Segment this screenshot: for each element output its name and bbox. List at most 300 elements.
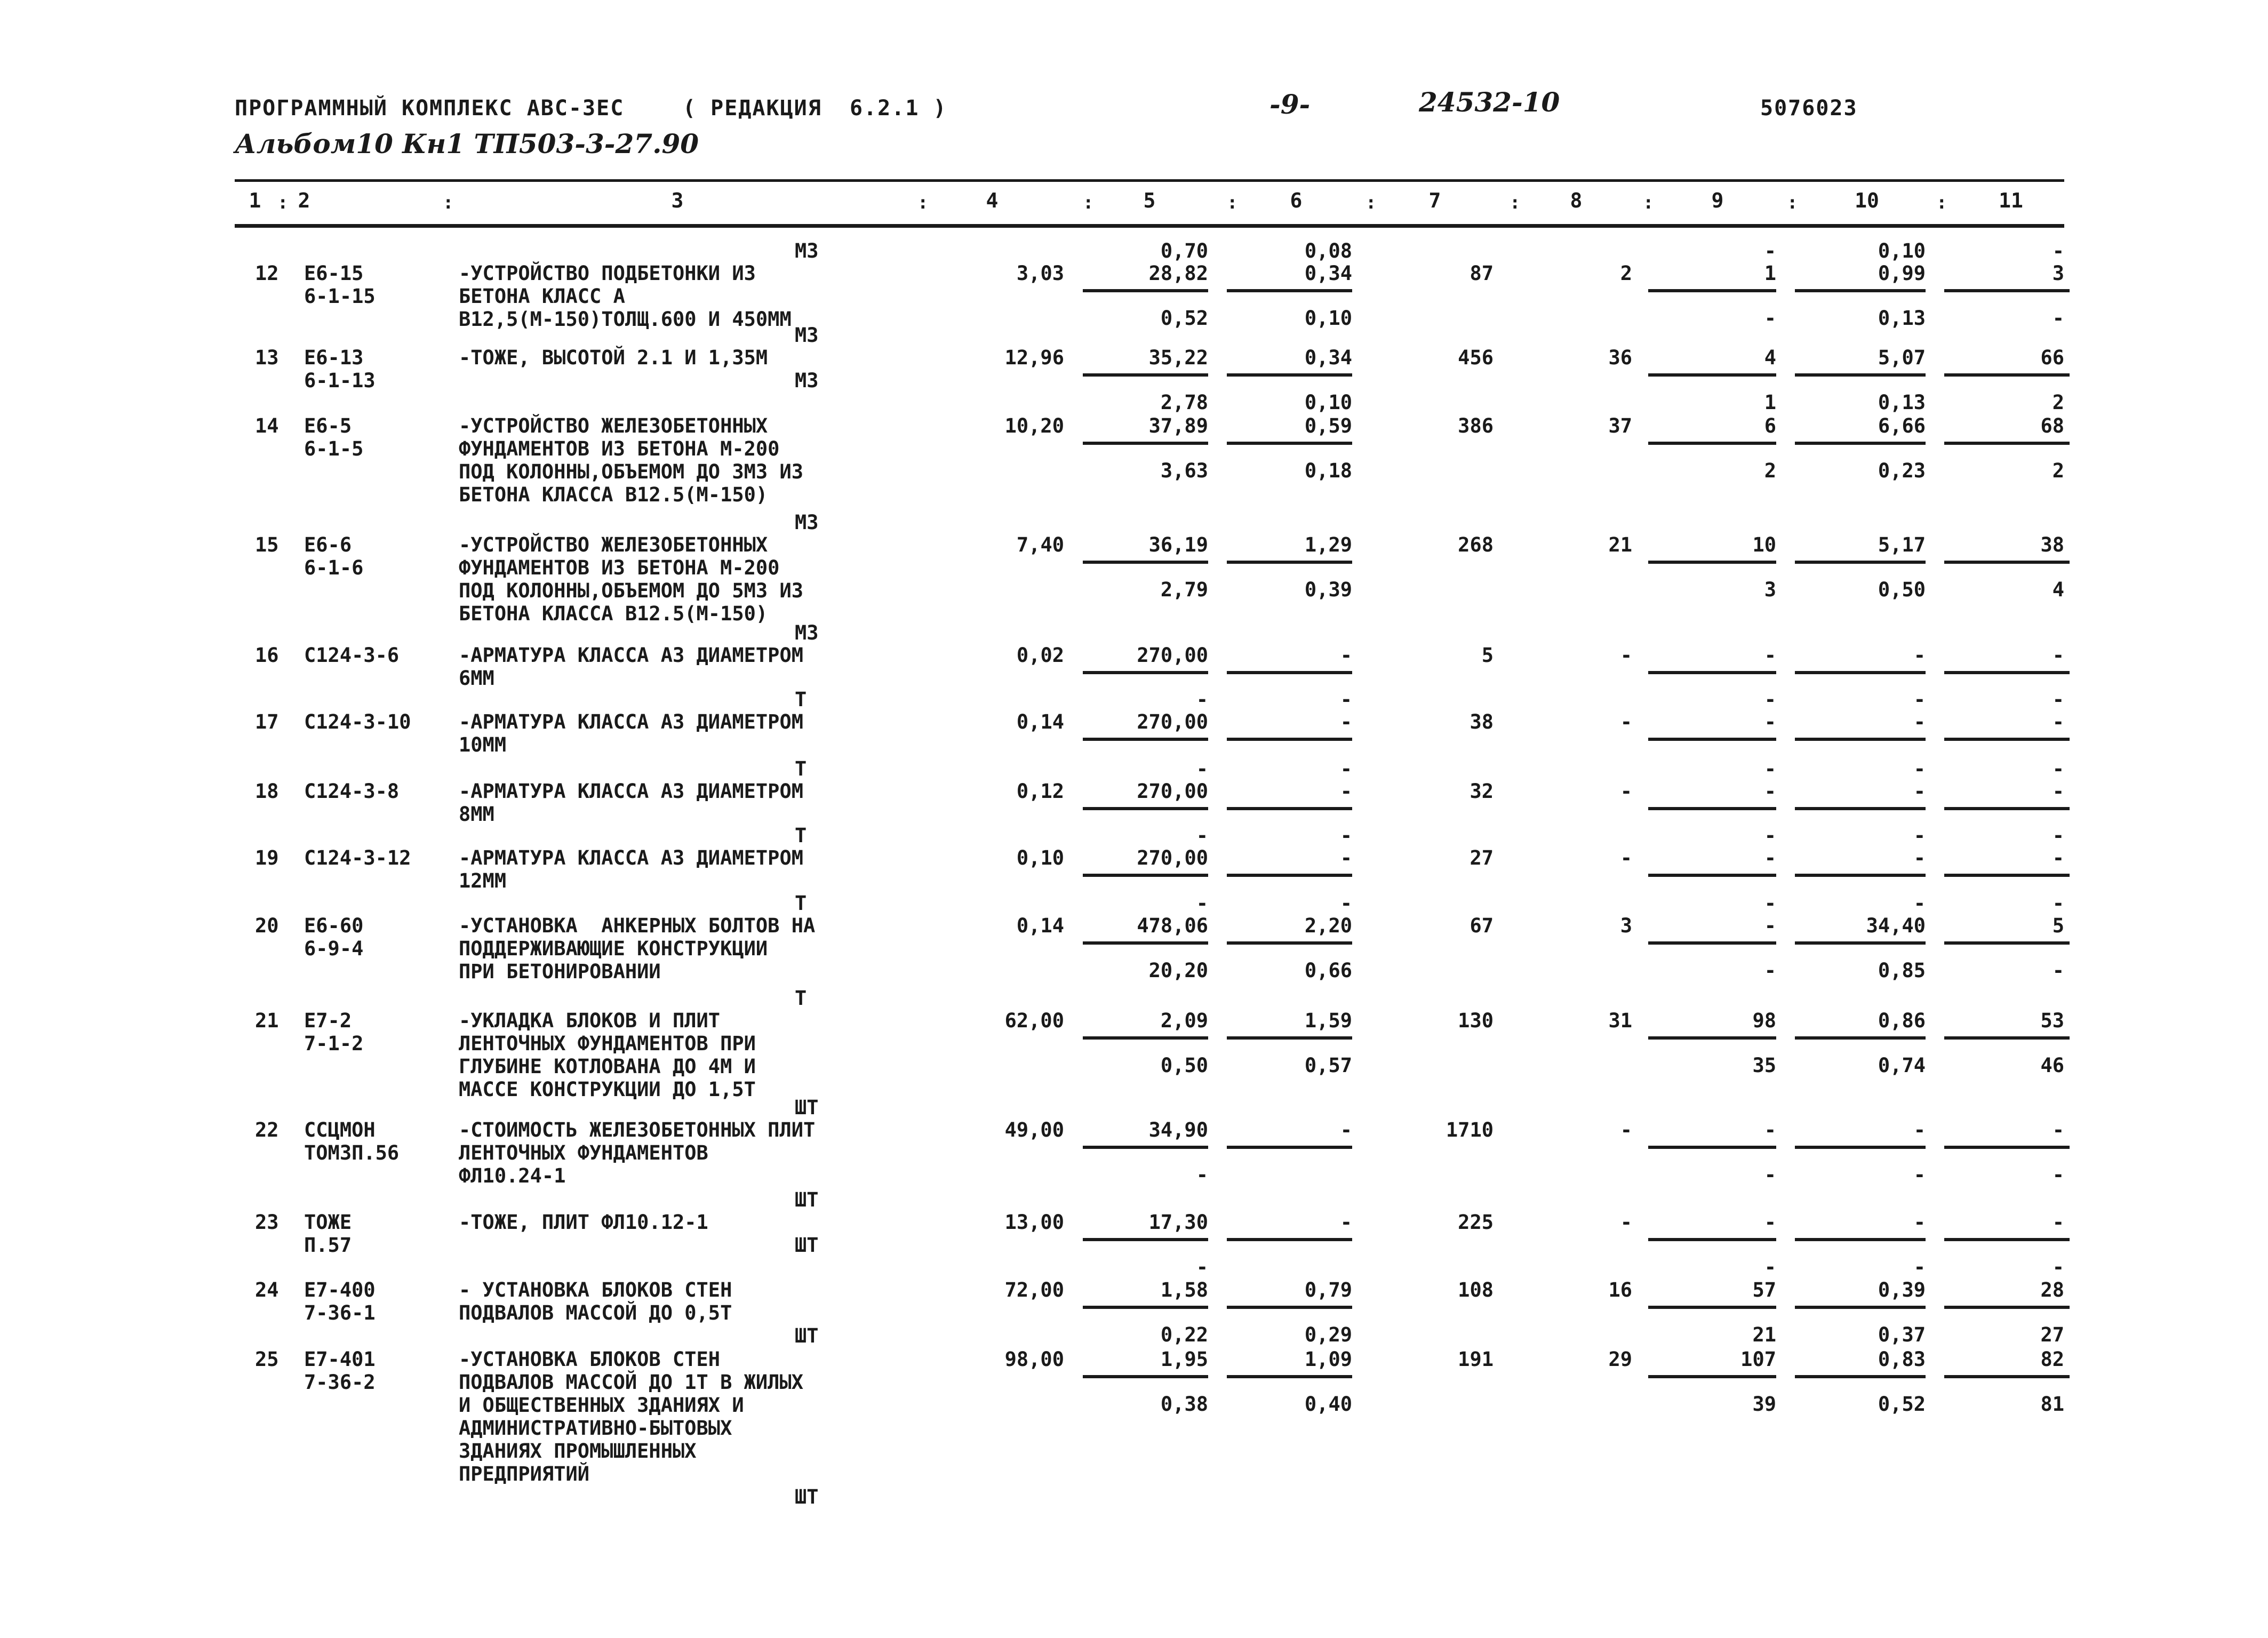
work-description: ФЛ10.24-1 xyxy=(459,1164,566,1187)
cell-c8: 37 xyxy=(1608,414,1632,437)
cell-c9-bottom: - xyxy=(1764,1163,1776,1186)
rate-code: Е7-400 xyxy=(304,1279,376,1301)
cell-c5-top: - xyxy=(1196,892,1208,915)
fraction-bar xyxy=(1083,561,1208,564)
cell-c11: 68 xyxy=(2040,414,2064,437)
cell-c6: 2,20 xyxy=(1304,914,1352,937)
cell-c11: 5 xyxy=(2052,914,2064,937)
table-top-rule xyxy=(235,179,2064,182)
cell-c10-top: - xyxy=(1913,824,1926,847)
fraction-bar xyxy=(1648,1146,1776,1149)
fraction-bar xyxy=(1795,1306,1926,1309)
work-description: -АРМАТУРА КЛАССА А3 ДИАМЕТРОМ xyxy=(459,644,804,667)
work-description: ПРИ БЕТОНИРОВАНИИ xyxy=(459,960,661,983)
work-description: ПОДВАЛОВ МАССОЙ ДО 0,5Т xyxy=(459,1301,732,1324)
cell-c9: 107 xyxy=(1740,1348,1776,1371)
cell-c6: 1,59 xyxy=(1304,1009,1352,1032)
cell-c5: 270,00 xyxy=(1137,846,1208,869)
cell-c11-bottom: - xyxy=(2052,1163,2064,1186)
cell-c8: - xyxy=(1620,1118,1632,1141)
cell-c10-bottom: 0,13 xyxy=(1878,307,1926,330)
cell-c10-bottom: 0,13 xyxy=(1878,391,1926,414)
cell-c5-top: 0,70 xyxy=(1160,239,1208,262)
cell-c4: 98,00 xyxy=(1004,1348,1064,1371)
cell-c5-bottom: - xyxy=(1196,1256,1208,1279)
work-description: ЛЕНТОЧНЫХ ФУНДАМЕНТОВ xyxy=(459,1141,708,1164)
cell-c11-bottom: 2 xyxy=(2052,391,2064,414)
row-number: 22 xyxy=(255,1118,279,1141)
fraction-bar xyxy=(1648,1238,1776,1241)
cell-c6-bottom: 0,66 xyxy=(1304,959,1352,982)
fraction-bar xyxy=(1227,671,1352,674)
cell-c9-bottom: 3 xyxy=(1764,578,1776,601)
row-number: 14 xyxy=(255,414,279,437)
cell-c6-bottom: 0,39 xyxy=(1304,578,1352,601)
fraction-bar xyxy=(1648,1375,1776,1378)
cell-c9: - xyxy=(1764,1211,1776,1234)
column-separator: : xyxy=(277,192,289,213)
fraction-bar xyxy=(1944,1036,2070,1040)
cell-c5: 2,09 xyxy=(1160,1009,1208,1032)
fraction-bar xyxy=(1648,807,1776,810)
fraction-bar xyxy=(1795,1036,1926,1040)
table-header-rule xyxy=(235,224,2064,228)
fraction-bar xyxy=(1648,289,1776,292)
cell-c5-bottom: 0,50 xyxy=(1160,1054,1208,1077)
cell-c6: - xyxy=(1340,780,1352,803)
cell-c10-top: - xyxy=(1913,688,1926,711)
fraction-bar xyxy=(1795,1238,1926,1241)
rate-code-secondary: 7-36-1 xyxy=(304,1301,376,1324)
cell-c9: 4 xyxy=(1764,346,1776,369)
cell-c9: 57 xyxy=(1752,1279,1776,1301)
cell-c6: - xyxy=(1340,846,1352,869)
column-separator: : xyxy=(1936,192,1947,213)
work-description: - УСТАНОВКА БЛОКОВ СТЕН xyxy=(459,1279,732,1301)
cell-c9-bottom: - xyxy=(1764,1256,1776,1279)
work-description: АДМИНИСТРАТИВНО-БЫТОВЫХ xyxy=(459,1417,732,1440)
fraction-bar xyxy=(1648,671,1776,674)
work-description: БЕТОНА КЛАСС А xyxy=(459,285,625,308)
cell-c8: 3 xyxy=(1620,914,1632,937)
rate-code: ТОЖЕ xyxy=(304,1211,352,1234)
fraction-bar xyxy=(1227,941,1352,945)
rate-code: С124-3-8 xyxy=(304,780,400,803)
column-header-11: 11 xyxy=(1999,189,2023,212)
cell-c4: 62,00 xyxy=(1004,1009,1064,1032)
fraction-bar xyxy=(1227,1036,1352,1040)
cell-c7: 87 xyxy=(1470,262,1494,285)
row-number: 15 xyxy=(255,533,279,556)
cell-c6: - xyxy=(1340,710,1352,733)
fraction-bar xyxy=(1944,1238,2070,1241)
fraction-bar xyxy=(1083,1238,1208,1241)
row-number: 16 xyxy=(255,644,279,667)
fraction-bar xyxy=(1944,1375,2070,1378)
column-header-1: 1 xyxy=(249,189,261,212)
cell-c9: - xyxy=(1764,1118,1776,1141)
unit-label: М3 xyxy=(795,239,819,262)
rate-code-secondary: 6-9-4 xyxy=(304,937,364,960)
cell-c11: - xyxy=(2052,1118,2064,1141)
cell-c4: 10,20 xyxy=(1004,414,1064,437)
fraction-bar xyxy=(1795,874,1926,877)
cell-c6-top: - xyxy=(1340,757,1352,780)
cell-c10: - xyxy=(1913,710,1926,733)
work-description: -ТОЖЕ, ВЫСОТОЙ 2.1 И 1,35М xyxy=(459,346,768,369)
cell-c11-bottom: 46 xyxy=(2040,1054,2064,1077)
rate-code: Е6-13 xyxy=(304,346,364,369)
cell-c5: 270,00 xyxy=(1137,780,1208,803)
rate-code: Е6-60 xyxy=(304,914,364,937)
column-header-7: 7 xyxy=(1428,189,1441,212)
cell-c9: 98 xyxy=(1752,1009,1776,1032)
cell-c11-top: - xyxy=(2052,688,2064,711)
cell-c6-bottom: 0,10 xyxy=(1304,307,1352,330)
cell-c6: 0,59 xyxy=(1304,414,1352,437)
cell-c5: 17,30 xyxy=(1148,1211,1208,1234)
cell-c10: 0,83 xyxy=(1878,1348,1926,1371)
cell-c11-bottom: 27 xyxy=(2040,1323,2064,1346)
cell-c6-bottom: 0,10 xyxy=(1304,391,1352,414)
cell-c10-top: - xyxy=(1913,757,1926,780)
fraction-bar xyxy=(1083,1375,1208,1378)
cell-c10-bottom: - xyxy=(1913,1163,1926,1186)
work-description: 10ММ xyxy=(459,733,507,756)
cell-c6: 0,79 xyxy=(1304,1279,1352,1301)
cell-c7: 386 xyxy=(1458,414,1494,437)
cell-c5-bottom: 0,38 xyxy=(1160,1393,1208,1416)
cell-c11-bottom: 4 xyxy=(2052,578,2064,601)
column-header-9: 9 xyxy=(1711,189,1724,212)
edition-label: ( РЕДАКЦИЯ 6.2.1 ) xyxy=(683,96,947,121)
cell-c8: 2 xyxy=(1620,262,1632,285)
cell-c10: 6,66 xyxy=(1878,414,1926,437)
cell-c5-bottom: 2,79 xyxy=(1160,578,1208,601)
fraction-bar xyxy=(1795,738,1926,741)
rate-code: С124-3-6 xyxy=(304,644,400,667)
work-description: -АРМАТУРА КЛАССА А3 ДИАМЕТРОМ xyxy=(459,780,804,803)
cell-c9-bottom: 1 xyxy=(1764,391,1776,414)
cell-c5: 37,89 xyxy=(1148,414,1208,437)
work-description: И ОБЩЕСТВЕННЫХ ЗДАНИЯХ И xyxy=(459,1394,744,1417)
cell-c6-top: 0,08 xyxy=(1304,239,1352,262)
unit-label: Т xyxy=(795,688,807,711)
row-number: 20 xyxy=(255,914,279,937)
cell-c10: 34,40 xyxy=(1866,914,1926,937)
row-number: 18 xyxy=(255,780,279,803)
fraction-bar xyxy=(1227,1306,1352,1309)
cell-c7: 1710 xyxy=(1446,1118,1494,1141)
fraction-bar xyxy=(1944,874,2070,877)
cell-c11: 82 xyxy=(2040,1348,2064,1371)
cell-c11-bottom: 81 xyxy=(2040,1393,2064,1416)
cell-c11-bottom: - xyxy=(2052,307,2064,330)
cell-c8: - xyxy=(1620,846,1632,869)
cell-c7: 268 xyxy=(1458,533,1494,556)
cell-c5: 270,00 xyxy=(1137,644,1208,667)
work-description: -УСТРОЙСТВО ЖЕЛЕЗОБЕТОННЫХ xyxy=(459,533,768,556)
program-title: ПРОГРАММНЫЙ КОМПЛЕКС АВС-3ЕС xyxy=(235,96,625,121)
rate-code: С124-3-12 xyxy=(304,846,411,869)
fraction-bar xyxy=(1227,807,1352,810)
cell-c6-top: - xyxy=(1340,892,1352,915)
cell-c6-bottom: 0,40 xyxy=(1304,1393,1352,1416)
fraction-bar xyxy=(1227,874,1352,877)
fraction-bar xyxy=(1648,1036,1776,1040)
cell-c9: - xyxy=(1764,710,1776,733)
column-header-8: 8 xyxy=(1570,189,1583,212)
rate-code: С124-3-10 xyxy=(304,710,411,733)
cell-c6: - xyxy=(1340,1211,1352,1234)
row-number: 12 xyxy=(255,262,279,285)
cell-c9-bottom: - xyxy=(1764,959,1776,982)
cell-c11-top: - xyxy=(2052,757,2064,780)
cell-c5-bottom: - xyxy=(1196,1163,1208,1186)
handwritten-code: 24532-10 xyxy=(1419,86,1560,118)
rate-code-secondary: 7-1-2 xyxy=(304,1032,364,1055)
cell-c4: 0,14 xyxy=(1016,710,1064,733)
cell-c10: - xyxy=(1913,780,1926,803)
cell-c7: 27 xyxy=(1470,846,1494,869)
cell-c7: 191 xyxy=(1458,1348,1494,1371)
fraction-bar xyxy=(1227,442,1352,445)
fraction-bar xyxy=(1648,373,1776,377)
unit-label: М3 xyxy=(795,369,819,392)
cell-c10-bottom: 0,52 xyxy=(1878,1393,1926,1416)
rate-code-secondary: ТОМ3П.56 xyxy=(304,1141,400,1164)
cell-c9: - xyxy=(1764,914,1776,937)
column-separator: : xyxy=(1227,192,1238,213)
cell-c5: 1,58 xyxy=(1160,1279,1208,1301)
cell-c10: - xyxy=(1913,1211,1926,1234)
fraction-bar xyxy=(1083,941,1208,945)
column-header-4: 4 xyxy=(986,189,999,212)
cell-c4: 0,12 xyxy=(1016,780,1064,803)
column-header-6: 6 xyxy=(1290,189,1303,212)
cell-c5-top: - xyxy=(1196,757,1208,780)
cell-c11: 53 xyxy=(2040,1009,2064,1032)
fraction-bar xyxy=(1083,442,1208,445)
cell-c9-bottom: 21 xyxy=(1752,1323,1776,1346)
row-number: 25 xyxy=(255,1348,279,1371)
cell-c10-bottom: 0,50 xyxy=(1878,578,1926,601)
handwritten-album: Альбом10 Кн1 ТП503-3-27.90 xyxy=(235,128,699,159)
row-number: 23 xyxy=(255,1211,279,1234)
fraction-bar xyxy=(1944,1306,2070,1309)
cell-c7: 67 xyxy=(1470,914,1494,937)
fraction-bar xyxy=(1083,671,1208,674)
cell-c4: 0,10 xyxy=(1016,846,1064,869)
rate-code-secondary: 6-1-13 xyxy=(304,369,376,392)
work-description: -ТОЖЕ, ПЛИТ ФЛ10.12-1 xyxy=(459,1211,708,1234)
cell-c5-bottom: 3,63 xyxy=(1160,459,1208,482)
work-description: 12ММ xyxy=(459,869,507,892)
rate-code: Е7-401 xyxy=(304,1348,376,1371)
unit-label: М3 xyxy=(795,621,819,644)
cell-c9-top: - xyxy=(1764,824,1776,847)
cell-c8: - xyxy=(1620,780,1632,803)
cell-c7: 32 xyxy=(1470,780,1494,803)
cell-c4: 13,00 xyxy=(1004,1211,1064,1234)
cell-c4: 72,00 xyxy=(1004,1279,1064,1301)
rate-code: Е6-5 xyxy=(304,414,352,437)
cell-c6-top: - xyxy=(1340,824,1352,847)
cell-c10-top: - xyxy=(1913,892,1926,915)
cell-c11-bottom: 2 xyxy=(2052,459,2064,482)
column-header-10: 10 xyxy=(1855,189,1879,212)
rate-code-secondary: 7-36-2 xyxy=(304,1371,376,1394)
cell-c11: - xyxy=(2052,710,2064,733)
cell-c9-top: - xyxy=(1764,757,1776,780)
fraction-bar xyxy=(1083,1306,1208,1309)
unit-label: Т xyxy=(795,987,807,1010)
rate-code: Е6-15 xyxy=(304,262,364,285)
rate-code: Е6-6 xyxy=(304,533,352,556)
cell-c9-top: - xyxy=(1764,239,1776,262)
cell-c7: 456 xyxy=(1458,346,1494,369)
cell-c4: 0,02 xyxy=(1016,644,1064,667)
work-description: 6ММ xyxy=(459,667,494,690)
cell-c10-bottom: 0,74 xyxy=(1878,1054,1926,1077)
unit-label: Т xyxy=(795,892,807,915)
cell-c5: 478,06 xyxy=(1137,914,1208,937)
fraction-bar xyxy=(1083,1146,1208,1149)
cell-c11: 3 xyxy=(2052,262,2064,285)
fraction-bar xyxy=(1795,442,1926,445)
cell-c9: - xyxy=(1764,780,1776,803)
fraction-bar xyxy=(1227,289,1352,292)
cell-c9: 10 xyxy=(1752,533,1776,556)
cell-c6: 1,29 xyxy=(1304,533,1352,556)
cell-c6-top: - xyxy=(1340,688,1352,711)
fraction-bar xyxy=(1795,1375,1926,1378)
cell-c6: - xyxy=(1340,644,1352,667)
cell-c8: 29 xyxy=(1608,1348,1632,1371)
row-number: 21 xyxy=(255,1009,279,1032)
cell-c6: 0,34 xyxy=(1304,262,1352,285)
column-separator: : xyxy=(917,192,929,213)
cell-c10: 0,39 xyxy=(1878,1279,1926,1301)
row-number: 19 xyxy=(255,846,279,869)
cell-c5-top: - xyxy=(1196,688,1208,711)
fraction-bar xyxy=(1648,1306,1776,1309)
cell-c11-top: - xyxy=(2052,892,2064,915)
cell-c10-bottom: 0,23 xyxy=(1878,459,1926,482)
fraction-bar xyxy=(1795,289,1926,292)
work-description: ПОД КОЛОННЫ,ОБЪЕМОМ ДО 3М3 ИЗ xyxy=(459,460,804,483)
fraction-bar xyxy=(1795,373,1926,377)
fraction-bar xyxy=(1227,1238,1352,1241)
cell-c4: 0,14 xyxy=(1016,914,1064,937)
doc-number: 5076023 xyxy=(1760,96,1858,121)
work-description: -УСТРОЙСТВО ПОДБЕТОНКИ ИЗ xyxy=(459,262,756,285)
cell-c4: 7,40 xyxy=(1016,533,1064,556)
cell-c6: - xyxy=(1340,1118,1352,1141)
fraction-bar xyxy=(1648,874,1776,877)
work-description: -УКЛАДКА БЛОКОВ И ПЛИТ xyxy=(459,1009,721,1032)
cell-c11-bottom: - xyxy=(2052,1256,2064,1279)
cell-c9: - xyxy=(1764,644,1776,667)
cell-c10: 5,17 xyxy=(1878,533,1926,556)
rate-code-secondary: 6-1-15 xyxy=(304,285,376,308)
cell-c11: - xyxy=(2052,1211,2064,1234)
unit-label: ШТ xyxy=(795,1485,819,1508)
fraction-bar xyxy=(1083,874,1208,877)
fraction-bar xyxy=(1083,807,1208,810)
row-number: 13 xyxy=(255,346,279,369)
cell-c11-top: - xyxy=(2052,824,2064,847)
fraction-bar xyxy=(1795,941,1926,945)
work-description: -УСТАНОВКА БЛОКОВ СТЕН xyxy=(459,1348,721,1371)
fraction-bar xyxy=(1944,807,2070,810)
cell-c4: 3,03 xyxy=(1016,262,1064,285)
fraction-bar xyxy=(1083,738,1208,741)
fraction-bar xyxy=(1648,941,1776,945)
fraction-bar xyxy=(1944,442,2070,445)
work-description: ФУНДАМЕНТОВ ИЗ БЕТОНА М-200 xyxy=(459,556,780,579)
cell-c10: - xyxy=(1913,846,1926,869)
cell-c7: 108 xyxy=(1458,1279,1494,1301)
cell-c5: 1,95 xyxy=(1160,1348,1208,1371)
cell-c10: 0,86 xyxy=(1878,1009,1926,1032)
cell-c5: 28,82 xyxy=(1148,262,1208,285)
unit-label: ШТ xyxy=(795,1188,819,1211)
cell-c7: 5 xyxy=(1481,644,1494,667)
work-description: -АРМАТУРА КЛАССА А3 ДИАМЕТРОМ xyxy=(459,846,804,869)
cell-c11: 66 xyxy=(2040,346,2064,369)
cell-c6: 0,34 xyxy=(1304,346,1352,369)
work-description: ГЛУБИНЕ КОТЛОВАНА ДО 4М И xyxy=(459,1055,756,1078)
fraction-bar xyxy=(1944,289,2070,292)
work-description: В12,5(М-150)ТОЛЩ.600 И 450ММ xyxy=(459,308,792,331)
work-description: -АРМАТУРА КЛАССА А3 ДИАМЕТРОМ xyxy=(459,710,804,733)
work-description: БЕТОНА КЛАССА В12.5(М-150) xyxy=(459,483,768,506)
page-number: -9- xyxy=(1269,89,1311,120)
fraction-bar xyxy=(1083,373,1208,377)
fraction-bar xyxy=(1083,1036,1208,1040)
cell-c10: - xyxy=(1913,1118,1926,1141)
work-description: ПОДВАЛОВ МАССОЙ ДО 1Т В ЖИЛЫХ xyxy=(459,1371,804,1394)
fraction-bar xyxy=(1944,1146,2070,1149)
work-description: ПОД КОЛОННЫ,ОБЪЕМОМ ДО 5М3 ИЗ xyxy=(459,579,804,602)
unit-label: ШТ xyxy=(795,1096,819,1119)
cell-c10-bottom: 0,85 xyxy=(1878,959,1926,982)
cell-c9-bottom: 39 xyxy=(1752,1393,1776,1416)
cell-c7: 225 xyxy=(1458,1211,1494,1234)
fraction-bar xyxy=(1648,738,1776,741)
cell-c5-bottom: 20,20 xyxy=(1148,959,1208,982)
fraction-bar xyxy=(1795,1146,1926,1149)
fraction-bar xyxy=(1795,671,1926,674)
cell-c9: 6 xyxy=(1764,414,1776,437)
row-number: 24 xyxy=(255,1279,279,1301)
fraction-bar xyxy=(1944,671,2070,674)
cell-c5-bottom: 2,78 xyxy=(1160,391,1208,414)
cell-c6-bottom: 0,29 xyxy=(1304,1323,1352,1346)
unit-label: М3 xyxy=(795,324,819,347)
fraction-bar xyxy=(1795,561,1926,564)
cell-c10-bottom: - xyxy=(1913,1256,1926,1279)
unit-label: Т xyxy=(795,824,807,847)
cell-c9: 1 xyxy=(1764,262,1776,285)
cell-c10-top: 0,10 xyxy=(1878,239,1926,262)
cell-c11: 28 xyxy=(2040,1279,2064,1301)
cell-c9-bottom: 35 xyxy=(1752,1054,1776,1077)
cell-c4: 49,00 xyxy=(1004,1118,1064,1141)
column-separator: : xyxy=(1510,192,1521,213)
cell-c5: 36,19 xyxy=(1148,533,1208,556)
